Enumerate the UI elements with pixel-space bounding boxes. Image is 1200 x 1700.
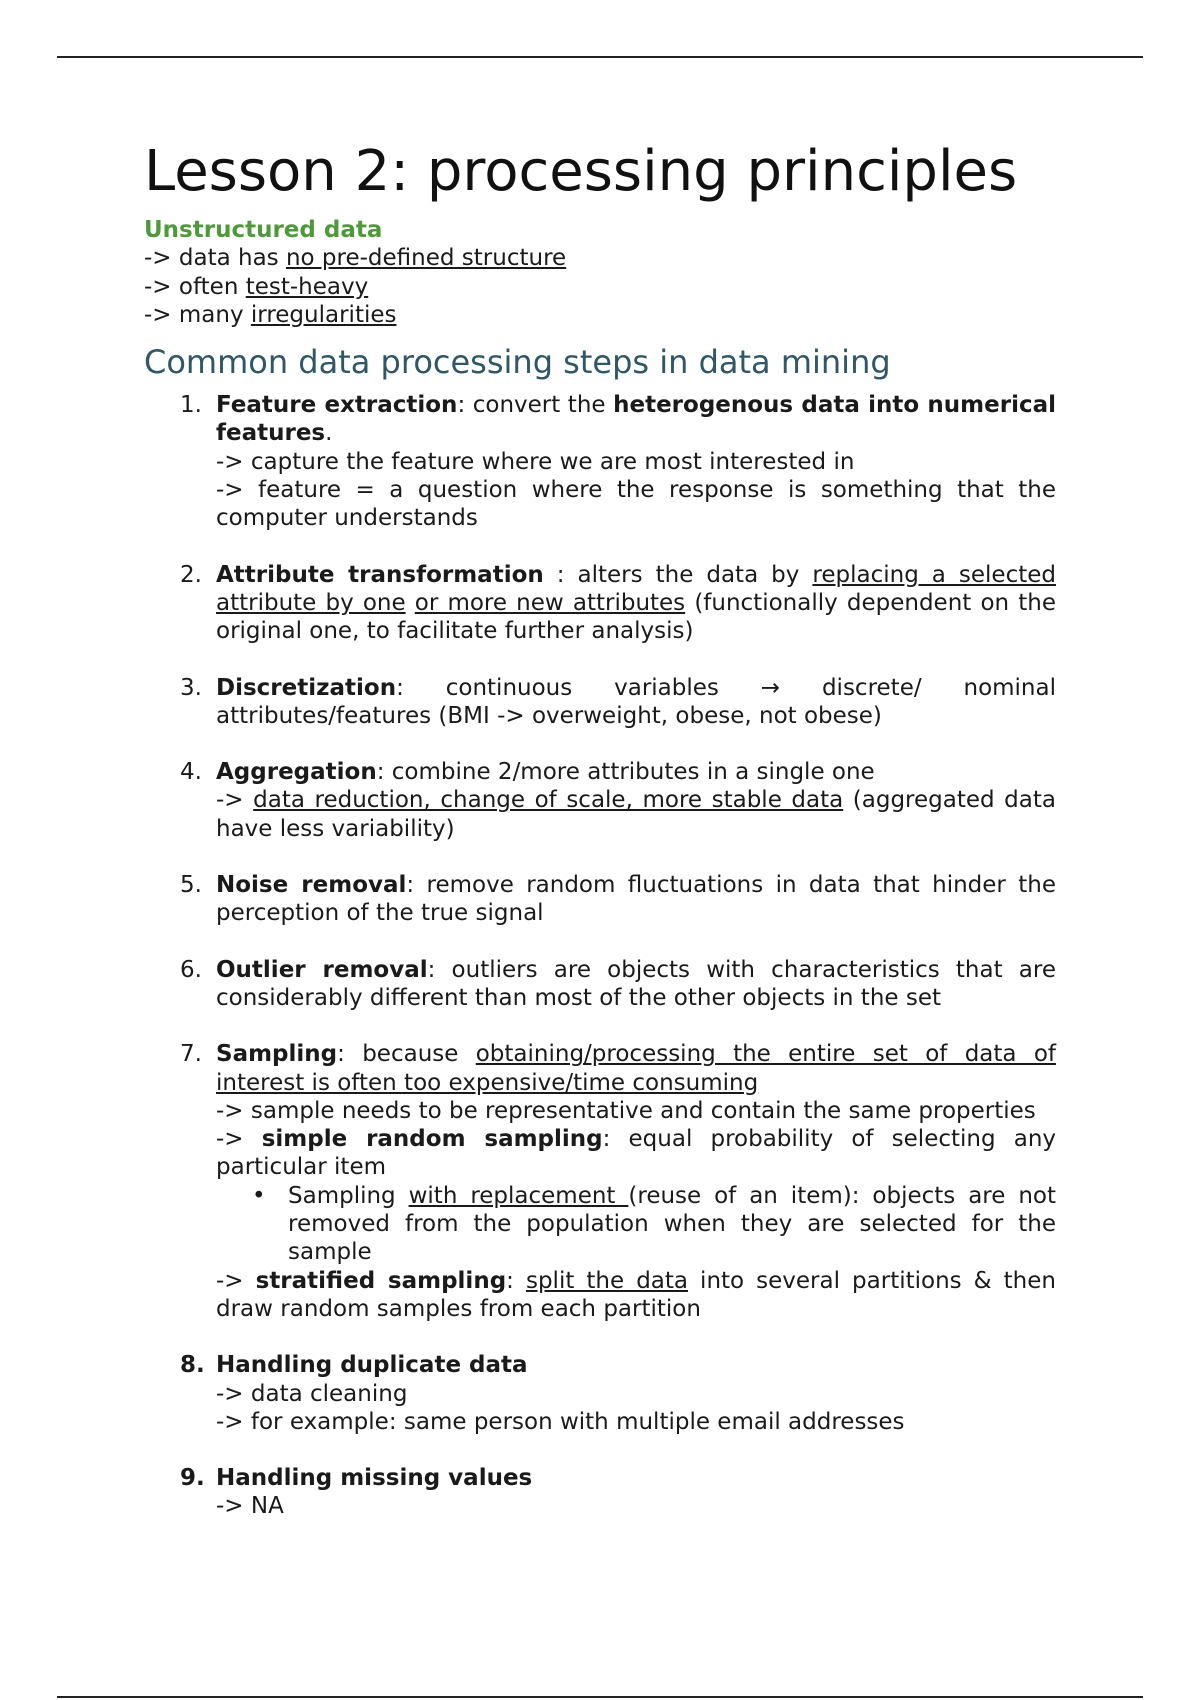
- step-term: Attribute transformation: [216, 561, 544, 588]
- step-term: Handling missing values: [216, 1465, 533, 1492]
- step-text: (aggregated data have less variability): [216, 787, 1056, 842]
- underlined-text: irregularities: [250, 301, 397, 328]
- step-term: Aggregation: [216, 759, 377, 786]
- underlined-text: test-heavy: [245, 273, 369, 300]
- step-line: -> data cleaning: [216, 1380, 408, 1407]
- step-text: : because: [337, 1041, 476, 1068]
- step-term: Sampling: [216, 1041, 338, 1068]
- unstructured-line-3: [144, 301, 1056, 329]
- unstructured-line-1: [144, 244, 1056, 272]
- top-rule: [57, 56, 1143, 58]
- step-text: :: [506, 1267, 526, 1294]
- step-text: : convert the: [457, 392, 614, 419]
- steps-list: [144, 391, 1056, 1521]
- step-text: : alters the data by: [543, 561, 813, 588]
- list-number: 6.: [180, 956, 202, 983]
- step-text: : continuous variables → discrete/ nominal attributes/features (BMI -> overweight, obese, not obese): [216, 674, 1056, 729]
- line-prefix: -> often: [144, 273, 246, 300]
- underlined-text: or more new attributes: [414, 589, 686, 616]
- page-title: Lesson 2: processing principles: [144, 139, 1018, 204]
- underlined-text: replacing a selected attribute by one: [216, 561, 1056, 616]
- step-text: : remove random fluctuations in data that hinder the perception of the true signal: [216, 872, 1056, 927]
- step-line: -> capture the feature where we are most interested in: [216, 448, 855, 475]
- underlined-text: data reduction, change of scale, more stable data: [253, 787, 844, 814]
- line-prefix: ->: [216, 1126, 262, 1153]
- step-noise-removal: [144, 871, 1056, 928]
- list-number: 1.: [180, 392, 202, 419]
- list-number: 8.: [180, 1352, 205, 1379]
- step-sampling: [144, 1040, 1056, 1323]
- line-prefix: -> many: [144, 301, 251, 328]
- step-text: (reuse of an item): objects are not removed from the population when they are selected for the sample: [288, 1182, 1056, 1266]
- line-prefix: ->: [216, 1267, 256, 1294]
- step-line: -> sample needs to be representative and contain the same properties: [216, 1097, 1036, 1124]
- step-discretization: [144, 674, 1056, 731]
- step-aggregation: [144, 758, 1056, 843]
- bullet-icon: •: [252, 1182, 266, 1209]
- list-number: 7.: [180, 1041, 202, 1068]
- step-feature-extraction: [144, 391, 1056, 532]
- step-text: (functionally dependent on the original one, to facilitate further analysis): [216, 589, 1056, 645]
- step-text: .: [325, 420, 333, 447]
- section-heading: Common data processing steps in data mining: [144, 343, 891, 382]
- unstructured-line-2: [144, 273, 1056, 301]
- document-page: [144, 140, 1056, 1549]
- sampling-bullets: [144, 1182, 1056, 1267]
- list-number: 5.: [180, 872, 202, 899]
- step-text: Sampling: [288, 1182, 409, 1209]
- bullet-item: [144, 1182, 1056, 1267]
- step-term: Discretization: [216, 674, 397, 701]
- step-term: Handling duplicate data: [216, 1352, 528, 1379]
- underlined-text: split the data: [525, 1267, 688, 1294]
- step-text: into several partitions & then draw random samples from each partition: [216, 1267, 1056, 1322]
- unstructured-section: [144, 216, 1056, 329]
- underlined-text: obtaining/processing the entire set of data of interest is often too expensive/time consuming: [216, 1041, 1056, 1096]
- step-term: Feature extraction: [216, 392, 458, 419]
- step-outlier-removal: [144, 956, 1056, 1013]
- step-text: : equal probability of selecting any particular item: [216, 1126, 1057, 1181]
- step-text: : combine 2/more attributes in a single one: [376, 759, 875, 786]
- unstructured-heading: Unstructured data: [144, 217, 383, 243]
- step-term: Noise removal: [216, 872, 407, 899]
- underlined-text: no pre-defined structure: [285, 245, 567, 272]
- line-prefix: -> data has: [144, 245, 286, 272]
- step-text: : outliers are objects with characteristics that are considerably different than most of the other objects in the set: [216, 956, 1056, 1011]
- step-attribute-transformation: [144, 561, 1056, 646]
- step-handling-duplicate-data: [144, 1351, 1056, 1436]
- list-number: 3.: [180, 674, 202, 701]
- bottom-rule: [57, 1696, 1143, 1698]
- step-line: -> for example: same person with multiple email addresses: [216, 1408, 905, 1435]
- list-number: 2.: [180, 561, 202, 588]
- underlined-text: with replacement: [408, 1182, 629, 1209]
- list-number: 9.: [180, 1465, 205, 1492]
- step-handling-missing-values: [144, 1464, 1056, 1521]
- line-prefix: ->: [216, 787, 254, 814]
- step-line: -> feature = a question where the response is something that the computer understands: [216, 477, 1056, 532]
- step-line: -> NA: [216, 1493, 284, 1520]
- bold-text: stratified sampling: [255, 1267, 507, 1294]
- bold-text: simple random sampling: [261, 1126, 603, 1153]
- bold-text: heterogenous data into numerical features: [216, 392, 1056, 447]
- step-term: Outlier removal: [216, 956, 428, 983]
- list-number: 4.: [180, 759, 202, 786]
- step-text: [406, 590, 415, 616]
